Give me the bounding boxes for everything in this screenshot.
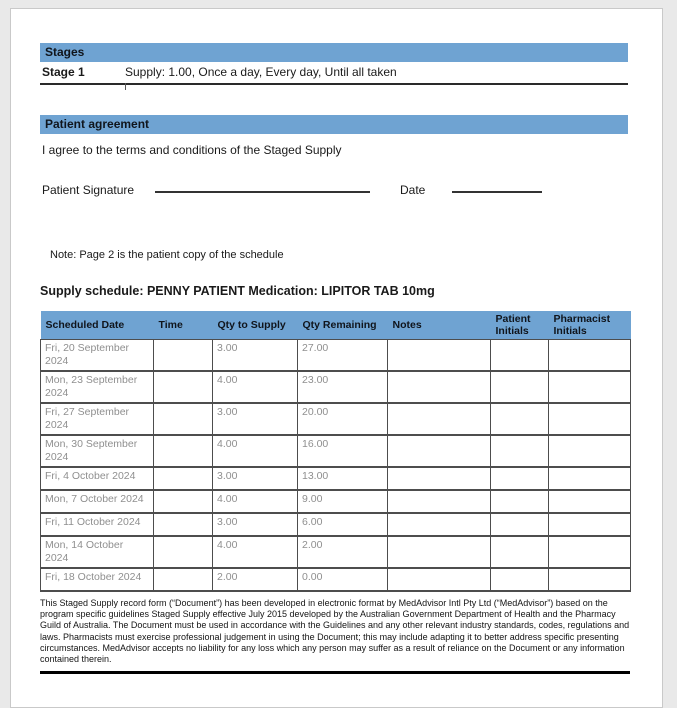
patient-signature-line (155, 190, 370, 193)
schedule-row (41, 467, 631, 490)
schedule-cell-qty-remaining: 9.00 (298, 490, 388, 513)
schedule-cell-date: Fri, 4 October 2024 (41, 467, 154, 490)
schedule-cell-date: Mon, 7 October 2024 (41, 490, 154, 513)
schedule-row (41, 536, 631, 568)
col-header-time: Time (154, 311, 213, 340)
schedule-cell-notes (388, 371, 491, 403)
schedule-cell-patient-initials (491, 403, 549, 435)
schedule-cell-qty-remaining: 6.00 (298, 513, 388, 536)
schedule-cell-date: Fri, 11 October 2024 (41, 513, 154, 536)
schedule-cell-qty-to-supply: 4.00 (213, 371, 298, 403)
schedule-row (41, 403, 631, 435)
schedule-cell-qty-remaining: 27.00 (298, 340, 388, 372)
schedule-cell-qty-to-supply: 4.00 (213, 435, 298, 467)
schedule-cell-qty-remaining: 16.00 (298, 435, 388, 467)
schedule-cell-time (154, 435, 213, 467)
col-header-qty-to-supply: Qty to Supply (213, 311, 298, 340)
schedule-cell-qty-remaining: 13.00 (298, 467, 388, 490)
schedule-cell-notes (388, 490, 491, 513)
col-header-patient-initials: Patient Initials (491, 311, 549, 340)
schedule-cell-qty-to-supply: 3.00 (213, 403, 298, 435)
schedule-cell-patient-initials (491, 490, 549, 513)
schedule-cell-pharmacist-initials (549, 568, 631, 591)
schedule-cell-patient-initials (491, 536, 549, 568)
schedule-cell-time (154, 568, 213, 591)
date-label: Date (400, 183, 426, 197)
schedule-table-body (41, 340, 631, 592)
page-note: Note: Page 2 is the patient copy of the schedule (50, 249, 284, 261)
schedule-cell-time (154, 403, 213, 435)
schedule-cell-qty-remaining: 20.00 (298, 403, 388, 435)
schedule-row (41, 371, 631, 403)
schedule-cell-qty-to-supply: 2.00 (213, 568, 298, 591)
document-page (10, 8, 663, 708)
schedule-row (41, 513, 631, 536)
schedule-cell-notes (388, 467, 491, 490)
schedule-cell-patient-initials (491, 513, 549, 536)
stage-value: Supply: 1.00, Once a day, Every day, Until all taken (125, 65, 397, 79)
schedule-cell-patient-initials (491, 435, 549, 467)
schedule-cell-patient-initials (491, 467, 549, 490)
schedule-cell-pharmacist-initials (549, 490, 631, 513)
legal-footer-text: This Staged Supply record form (“Document”) has been developed in electronic format by MedAdvisor Intl Pty Ltd (“MedAdvisor”) based on the program specific guidelines Staged Supply effective July 2015 developed by the Australian Government Department of Health and the Pharmacy Guild of Australia. The Document must be used in accordance with the Guidelines and any other relevant industry standards, codes, regulations and laws. Pharmacists must exercise professional judgement in using the Document; this may include adapting it to better address specific presenting circumstances. MedAdvisor accepts no liability for any loss which any person may suffer as a result of reliance on the Document or any information contained therein. (40, 598, 630, 665)
schedule-cell-date: Mon, 14 October 2024 (41, 536, 154, 568)
bottom-rule (40, 671, 630, 674)
schedule-cell-qty-remaining: 23.00 (298, 371, 388, 403)
col-header-scheduled-date: Scheduled Date (41, 311, 154, 340)
schedule-cell-pharmacist-initials (549, 435, 631, 467)
schedule-row (41, 490, 631, 513)
schedule-cell-time (154, 490, 213, 513)
schedule-cell-pharmacist-initials (549, 513, 631, 536)
date-line (452, 190, 542, 193)
schedule-cell-qty-to-supply: 3.00 (213, 340, 298, 372)
schedule-cell-date: Fri, 18 October 2024 (41, 568, 154, 591)
schedule-cell-qty-remaining: 2.00 (298, 536, 388, 568)
supply-schedule-heading: Supply schedule: PENNY PATIENT Medication: LIPITOR TAB 10mg (40, 284, 435, 298)
stage-label: Stage 1 (42, 65, 85, 79)
schedule-cell-notes (388, 403, 491, 435)
schedule-cell-qty-to-supply: 4.00 (213, 536, 298, 568)
stage-row (40, 62, 628, 85)
schedule-cell-time (154, 513, 213, 536)
patient-agreement-section-header: Patient agreement (40, 115, 628, 134)
schedule-cell-notes (388, 568, 491, 591)
schedule-cell-notes (388, 536, 491, 568)
signature-row (40, 183, 628, 197)
schedule-row (41, 435, 631, 467)
schedule-cell-date: Fri, 20 September 2024 (41, 340, 154, 372)
schedule-cell-pharmacist-initials (549, 536, 631, 568)
schedule-cell-notes (388, 340, 491, 372)
agreement-text: I agree to the terms and conditions of the Staged Supply (42, 143, 342, 157)
schedule-cell-notes (388, 435, 491, 467)
schedule-cell-time (154, 371, 213, 403)
col-header-pharmacist-initials: Pharmacist Initials (549, 311, 631, 340)
schedule-cell-pharmacist-initials (549, 371, 631, 403)
schedule-cell-qty-to-supply: 3.00 (213, 513, 298, 536)
schedule-cell-date: Mon, 30 September 2024 (41, 435, 154, 467)
patient-signature-label: Patient Signature (42, 183, 135, 197)
col-header-notes: Notes (388, 311, 491, 340)
schedule-cell-qty-to-supply: 4.00 (213, 490, 298, 513)
schedule-cell-date: Fri, 27 September 2024 (41, 403, 154, 435)
schedule-cell-qty-to-supply: 3.00 (213, 467, 298, 490)
schedule-cell-notes (388, 513, 491, 536)
schedule-row (41, 568, 631, 591)
schedule-header-row (41, 311, 631, 340)
col-header-qty-remaining: Qty Remaining (298, 311, 388, 340)
schedule-cell-time (154, 340, 213, 372)
schedule-cell-pharmacist-initials (549, 340, 631, 372)
schedule-row (41, 340, 631, 372)
schedule-cell-patient-initials (491, 340, 549, 372)
schedule-cell-qty-remaining: 0.00 (298, 568, 388, 591)
schedule-cell-time (154, 536, 213, 568)
schedule-cell-patient-initials (491, 568, 549, 591)
schedule-cell-pharmacist-initials (549, 467, 631, 490)
schedule-cell-date: Mon, 23 September 2024 (41, 371, 154, 403)
stages-section-header: Stages (40, 43, 628, 62)
schedule-cell-pharmacist-initials (549, 403, 631, 435)
schedule-cell-patient-initials (491, 371, 549, 403)
supply-schedule-table (40, 311, 631, 592)
schedule-cell-time (154, 467, 213, 490)
